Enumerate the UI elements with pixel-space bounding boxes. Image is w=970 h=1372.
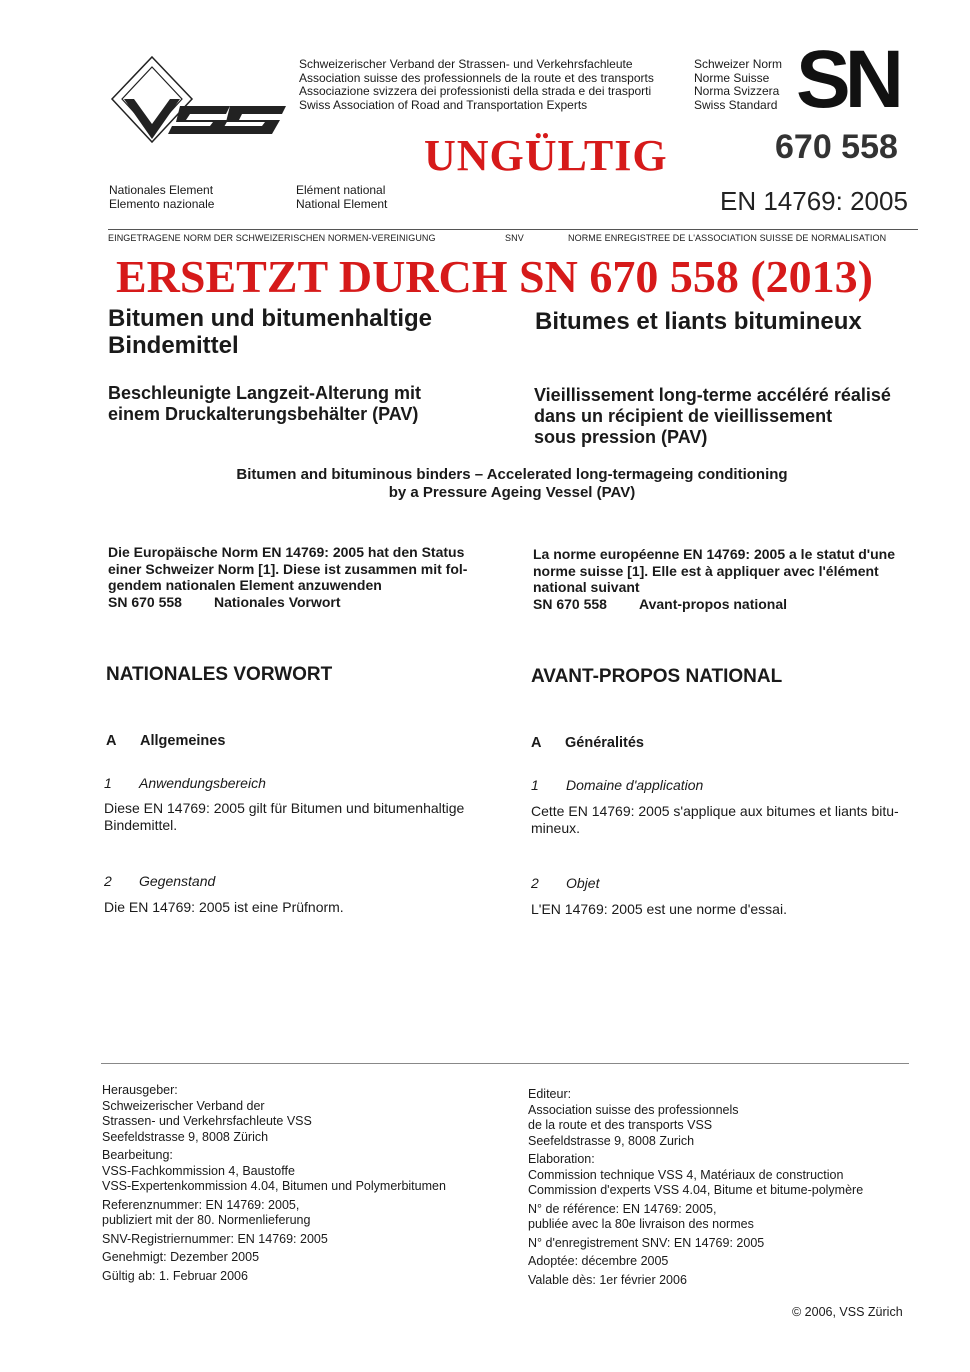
footer-de-publisher-line3: Seefeldstrasse 9, 8008 Zürich <box>102 1129 269 1144</box>
org-line-de: Schweizerischer Verband der Strassen- und Verkehrsfachleute <box>299 57 633 71</box>
section-1-de-text <box>104 800 464 834</box>
section-1-fr-number: 1 <box>531 777 539 793</box>
section-1-de-number: 1 <box>104 775 112 791</box>
en-number: EN 14769: 2005 <box>720 186 908 216</box>
section-2-de <box>104 873 215 889</box>
footer-de-publisher-line1: Schweizerischer Verband der <box>102 1098 265 1113</box>
footer-de-snv: SNV-Registriernummer: EN 14769: 2005 <box>102 1231 328 1246</box>
section-a-de-label: Allgemeines <box>140 733 226 749</box>
registry-mid: SNV <box>505 233 524 243</box>
section-2-fr-number: 2 <box>531 875 539 891</box>
section-1-de-text-line2: Bindemittel. <box>104 817 178 833</box>
footer-fr <box>528 1087 863 1288</box>
subtitle-de <box>108 383 421 425</box>
replaced-stamp: ERSETZT DURCH SN 670 558 (2013) <box>116 251 873 302</box>
norm-type-block <box>694 58 782 112</box>
section-a-fr-label: Généralités <box>565 735 644 751</box>
invalid-stamp: UNGÜLTIG <box>424 131 668 180</box>
national-element-de: Nationales Element <box>109 183 214 197</box>
status-fr <box>533 546 933 612</box>
status-de-line3: gendem nationalen Element anzuwenden <box>108 577 382 593</box>
title-fr <box>535 308 862 335</box>
norm-line-de: Schweizer Norm <box>694 57 783 71</box>
org-name-block <box>299 58 654 112</box>
foreword-heading-de: NATIONALES VORWORT <box>106 664 333 685</box>
norm-line-en: Swiss Standard <box>694 97 778 112</box>
footer-de-ref-line1: Referenznummer: EN 14769: 2005, <box>102 1197 300 1212</box>
footer-de-publisher-line2: Strassen- und Verkehrsfachleute VSS <box>102 1114 312 1128</box>
footer-de-valid: Gültig ab: 1. Februar 2006 <box>102 1268 248 1283</box>
title-en <box>0 466 970 502</box>
subtitle-de-line1: Beschleunigte Langzeit-Alterung mit <box>108 383 422 403</box>
status-de <box>108 544 508 610</box>
org-line-it: Associazione svizzera dei professionisti della strada e dei trasporti <box>299 84 652 98</box>
section-1-fr-text-line2: mineux. <box>531 820 581 836</box>
footer-fr-editing-line2: Commission d'experts VSS 4.04, Bitume et bitume-polymère <box>528 1183 864 1197</box>
status-de-line2: einer Schweizer Norm [1]. Diese ist zusammen mit fol- <box>108 560 468 577</box>
section-1-de-label: Anwendungsbereich <box>139 775 266 791</box>
section-2-de-number: 2 <box>104 873 112 889</box>
section-1-de-text-line1: Diese EN 14769: 2005 gilt für Bitumen und bitumenhaltige <box>104 800 465 816</box>
section-1-fr-text-line1: Cette EN 14769: 2005 s'applique aux bitumes et liants bitu- <box>531 803 899 819</box>
registry-rule <box>108 229 918 230</box>
title-fr-line1: Bitumes et liants bitumineux <box>535 308 862 335</box>
footer-fr-editing-line1: Commission technique VSS 4, Matériaux de construction <box>528 1167 844 1182</box>
footer-fr-ref-line1: N° de référence: EN 14769: 2005, <box>528 1201 717 1216</box>
national-element-fr: Elément national <box>296 183 386 197</box>
section-2-fr-label: Objet <box>566 875 600 891</box>
footer-fr-publisher-label: Editeur: <box>528 1087 572 1101</box>
section-a-de <box>106 733 225 749</box>
footer-de-publisher-label: Herausgeber: <box>102 1083 178 1097</box>
section-a-de-letter: A <box>106 733 117 749</box>
registry-left: EINGETRAGENE NORM DER SCHWEIZERISCHEN NORMEN-VEREINIGUNG <box>108 233 436 243</box>
section-a-fr-letter: A <box>531 735 542 751</box>
status-de-ref-number: SN 670 558 <box>108 593 182 610</box>
status-fr-ref <box>533 596 933 613</box>
footer-fr-publisher-line3: Seefeldstrasse 9, 8008 Zurich <box>528 1133 695 1148</box>
status-fr-line1: La norme européenne EN 14769: 2005 a le statut d'une <box>533 546 896 562</box>
section-1-fr <box>531 777 703 793</box>
section-1-fr-text <box>531 803 899 837</box>
footer-de-ref-line2: publiziert mit der 80. Normenlieferung <box>102 1213 311 1227</box>
subtitle-fr-line2: dans un récipient de vieillissement <box>534 406 833 426</box>
subtitle-fr-line1: Vieillissement long-terme accéléré réalisé <box>534 385 891 405</box>
subtitle-de-line2: einem Druckalterungsbehälter (PAV) <box>108 404 419 424</box>
footer-de-approved: Genehmigt: Dezember 2005 <box>102 1250 260 1264</box>
norm-number: 670 558 <box>775 128 898 166</box>
section-1-fr-label: Domaine d'application <box>566 777 704 793</box>
footer-de-editing-line2: VSS-Expertenkommission 4.04, Bitumen und Polymerbitumen <box>102 1179 446 1193</box>
title-de-line2: Bindemittel <box>108 332 239 359</box>
footer-fr-valid: Valable dès: 1er février 2006 <box>528 1272 687 1287</box>
footer-fr-publisher-line1: Association suisse des professionnels <box>528 1102 739 1117</box>
section-2-de-text: Die EN 14769: 2005 ist eine Prüfnorm. <box>104 899 344 915</box>
section-a-fr <box>531 735 644 751</box>
org-line-fr: Association suisse des professionnels de la route et des transports <box>299 70 654 85</box>
footer-fr-editing-label: Elaboration: <box>528 1152 595 1166</box>
status-fr-ref-number: SN 670 558 <box>533 595 607 612</box>
title-en-line2: by a Pressure Ageing Vessel (PAV) <box>388 484 636 501</box>
subtitle-fr <box>534 385 891 448</box>
footer-fr-snv: N° d'enregistrement SNV: EN 14769: 2005 <box>528 1235 765 1250</box>
status-de-ref-label: Nationales Vorwort <box>214 593 341 610</box>
national-element-left <box>109 184 214 211</box>
national-element-right <box>296 184 387 211</box>
section-2-fr <box>531 875 599 891</box>
section-2-fr-text: L'EN 14769: 2005 est une norme d'essai. <box>531 901 787 917</box>
footer-fr-approved: Adoptée: décembre 2005 <box>528 1254 669 1268</box>
section-2-de-label: Gegenstand <box>139 873 216 889</box>
copyright: © 2006, VSS Zürich <box>792 1305 903 1319</box>
sn-logo: SN <box>796 34 898 125</box>
norm-line-fr: Norme Suisse <box>694 70 770 85</box>
registry-right: NORME ENREGISTREE DE L'ASSOCIATION SUISSE DE NORMALISATION <box>568 233 887 243</box>
status-fr-line3: national suivant <box>533 579 640 595</box>
national-element-en: National Element <box>296 196 388 211</box>
title-en-line1: Bitumen and bituminous binders – Accelerated long-termageing conditioning <box>236 466 788 483</box>
footer-de-editing-line1: VSS-Fachkommission 4, Baustoffe <box>102 1163 295 1178</box>
vss-logo <box>110 54 290 146</box>
national-element-it: Elemento nazionale <box>109 196 215 211</box>
subtitle-fr-line3: sous pression (PAV) <box>534 427 708 447</box>
footer-fr-ref-line2: publiée avec la 80e livraison des normes <box>528 1217 754 1231</box>
footer-rule <box>101 1063 909 1064</box>
status-fr-line2: norme suisse [1]. Elle est à appliquer avec l'élément <box>533 562 879 579</box>
title-de-line1: Bitumen und bitumenhaltige <box>108 305 432 332</box>
status-de-line1: Die Europäische Norm EN 14769: 2005 hat den Status <box>108 544 465 560</box>
title-de <box>108 305 432 359</box>
norm-line-it: Norma Svizzera <box>694 84 780 98</box>
footer-fr-publisher-line2: de la route et des transports VSS <box>528 1118 713 1132</box>
status-fr-ref-label: Avant-propos national <box>639 595 788 612</box>
footer-de-editing-label: Bearbeitung: <box>102 1148 173 1162</box>
foreword-heading-fr: AVANT-PROPOS NATIONAL <box>531 666 783 687</box>
status-de-ref <box>108 594 508 611</box>
vss-logo-icon <box>110 54 290 146</box>
section-1-de <box>104 775 266 791</box>
footer-de <box>102 1083 446 1284</box>
org-line-en: Swiss Association of Road and Transportation Experts <box>299 97 588 112</box>
